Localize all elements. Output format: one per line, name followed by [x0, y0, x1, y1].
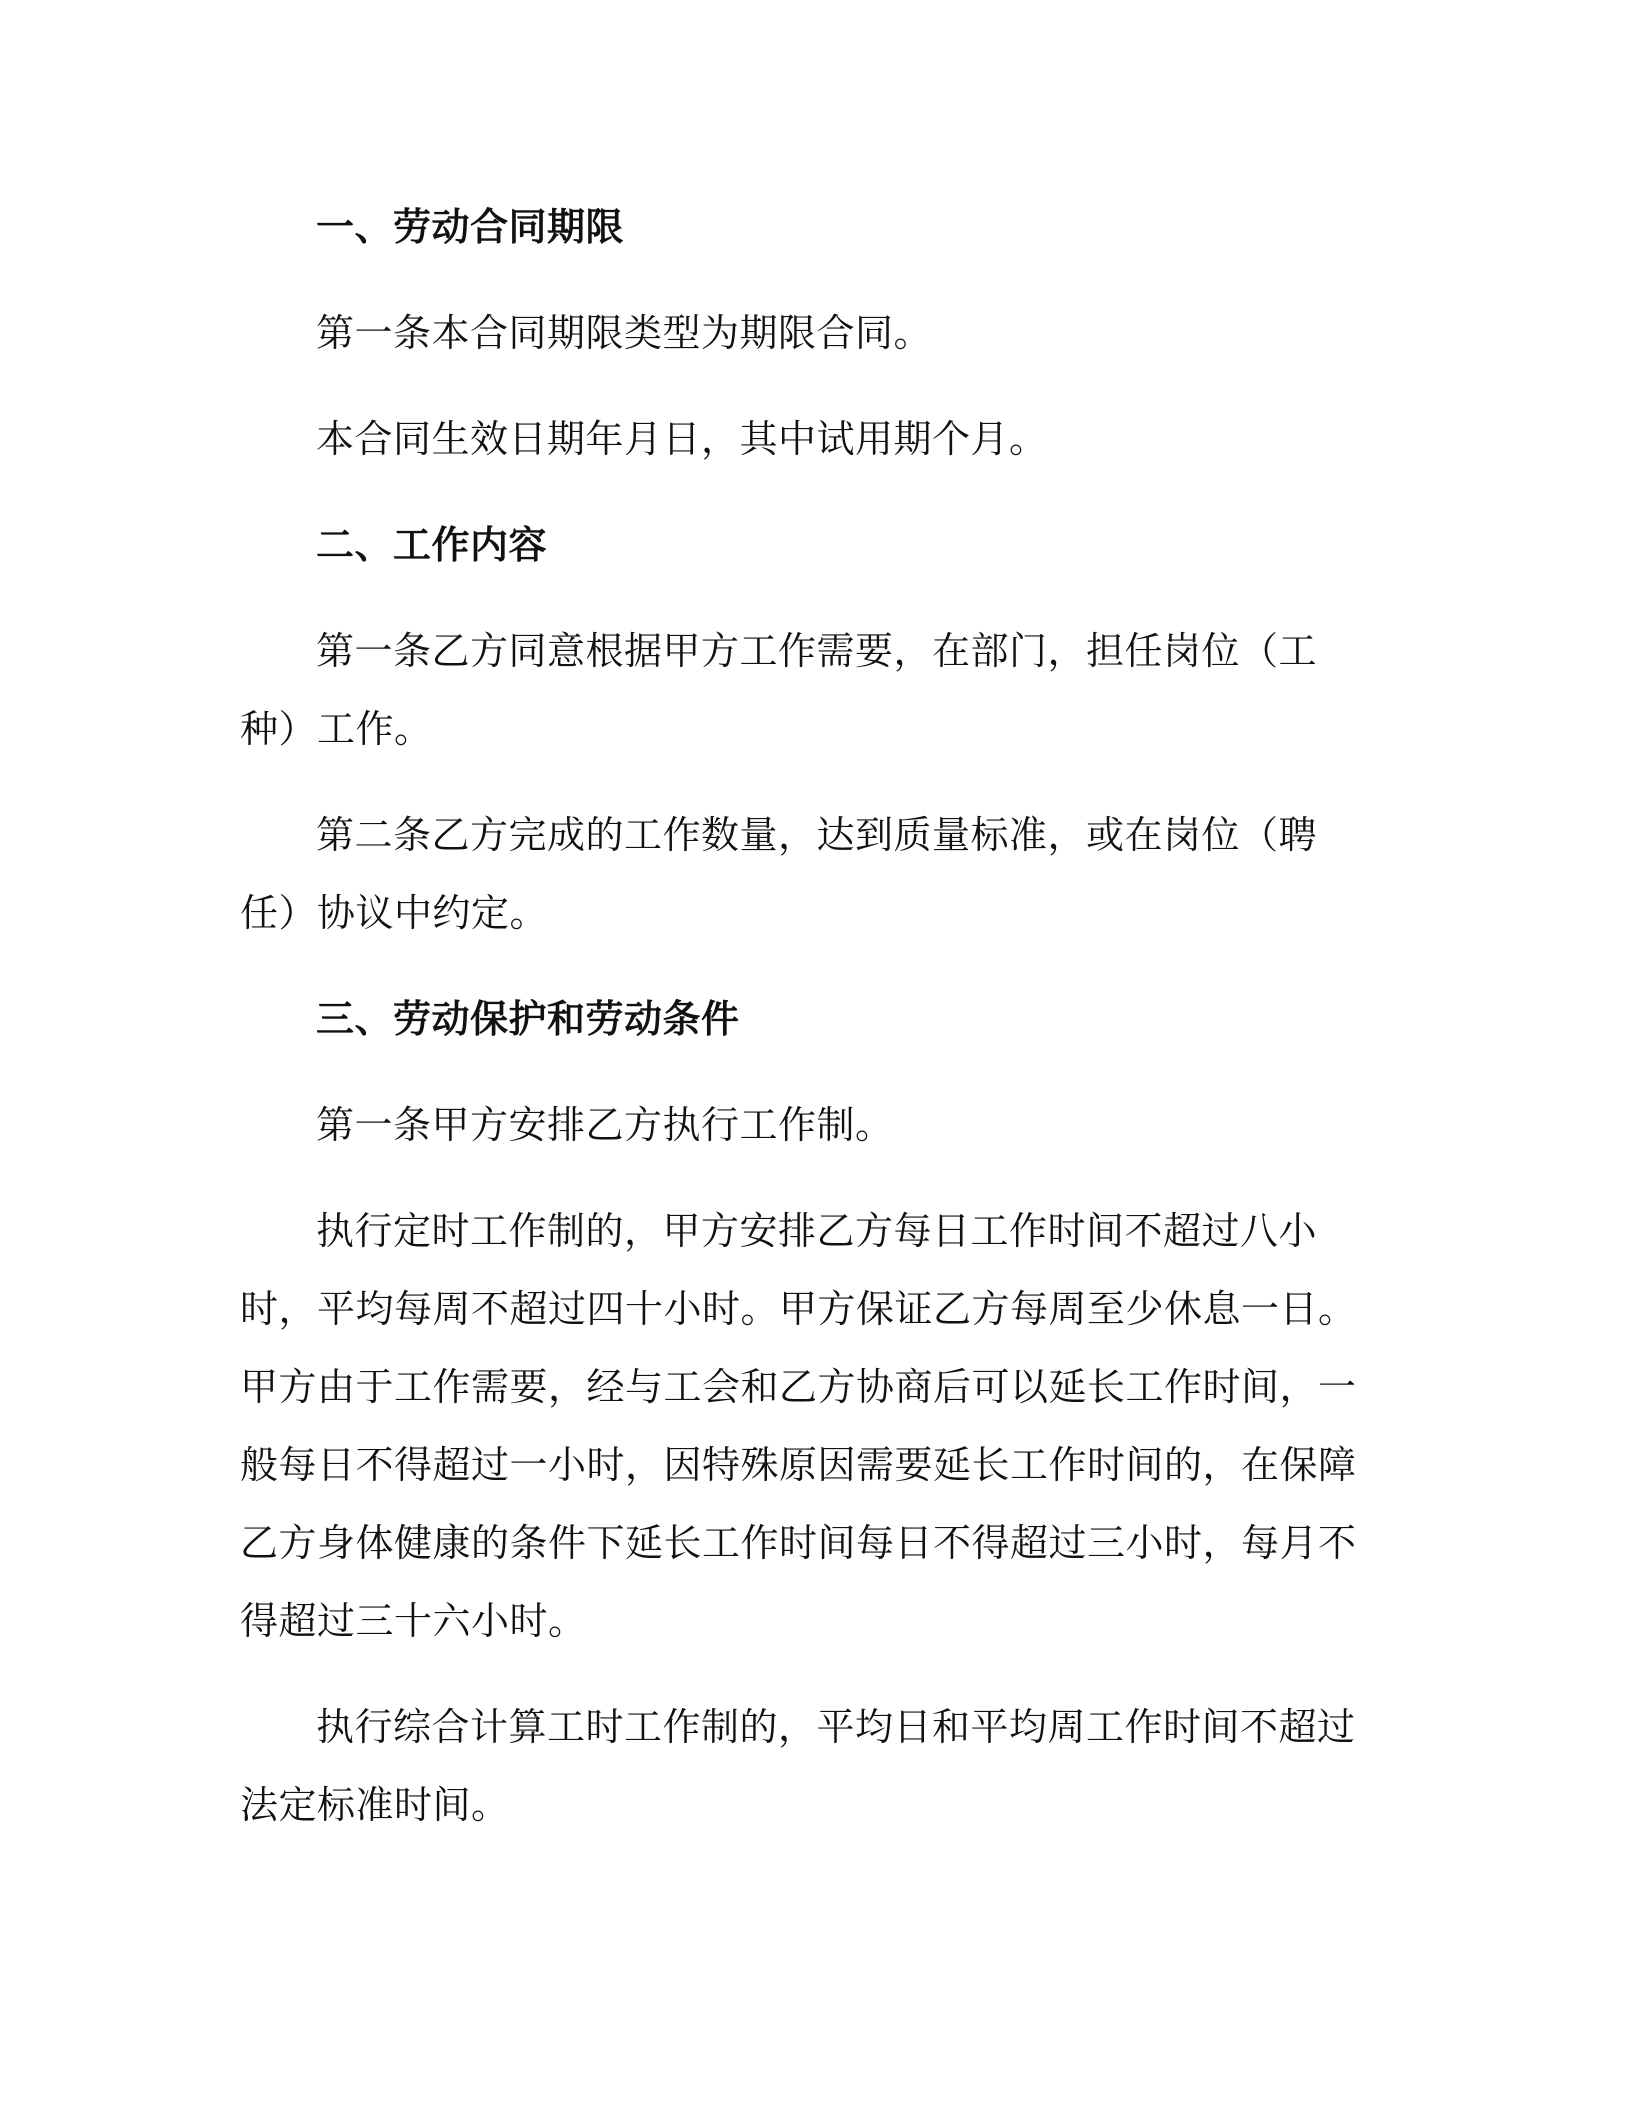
paragraph-work-system: 第一条甲方安排乙方执行工作制。 — [316, 1103, 894, 1147]
paragraph-work-quantity: 第二条乙方完成的工作数量，达到质量标准，或在岗位（聘任）协议中约定。 — [240, 813, 1318, 935]
section-heading-labor-protection: 三、劳动保护和劳动条件 — [316, 997, 740, 1041]
section-heading-work-content: 二、工作内容 — [316, 523, 548, 567]
paragraph-fixed-hours: 执行定时工作制的，甲方安排乙方每日工作时间不超过八小时，平均每周不超过四十小时。甲方保证乙方每周至少休息一日。甲方由于工作需要，经与工会和乙方协商后可以延长工作时间，一般每日不得超过一小时，因特殊原因需要延长工作时间的，在保障乙方身体健康的条件下延长工作时间每日不得超过三小时，每月不得超过三十六小时。 — [240, 1209, 1357, 1643]
document-body — [240, 188, 1360, 1872]
paragraph-comprehensive-hours: 执行综合计算工时工作制的，平均日和平均周工作时间不超过法定标准时间。 — [240, 1705, 1356, 1827]
paragraph-effective-date: 本合同生效日期年月日，其中试用期个月。 — [316, 417, 1048, 461]
paragraph-position: 第一条乙方同意根据甲方工作需要，在部门，担任岗位（工种）工作。 — [240, 629, 1318, 751]
paragraph-term-type: 第一条本合同期限类型为期限合同。 — [316, 311, 933, 355]
section-heading-term: 一、劳动合同期限 — [316, 205, 625, 249]
